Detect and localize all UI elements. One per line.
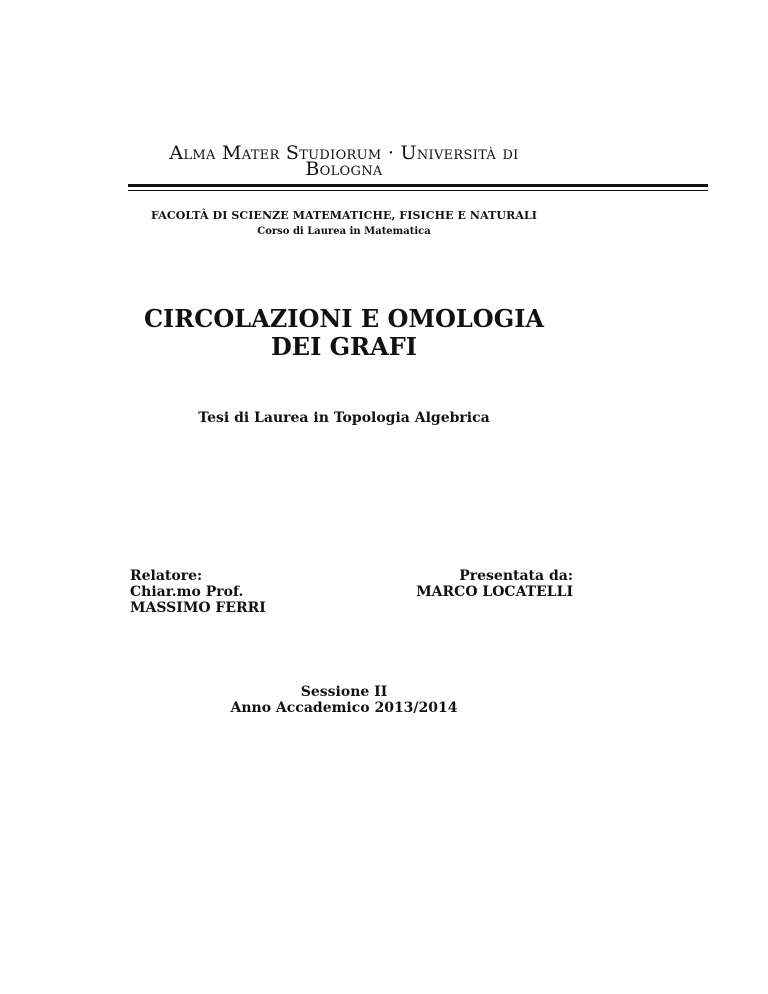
- university-line-2: Bologna: [305, 158, 383, 180]
- thesis-title-line-2: DEI GRAFI: [270, 332, 417, 361]
- header-rule-thin: [128, 190, 708, 191]
- author-block: [416, 568, 573, 600]
- university-name: [0, 142, 688, 180]
- academic-year: Anno Accademico 2013/2014: [230, 700, 458, 716]
- university-line-1: Alma Mater Studiorum · Università di: [169, 142, 519, 164]
- author-label: Presentata da:: [459, 568, 573, 584]
- course-name: Corso di Laurea in Matematica: [257, 226, 431, 237]
- author-name: MARCO LOCATELLI: [416, 584, 573, 600]
- thesis-type: Tesi di Laurea in Topologia Algebrica: [198, 410, 490, 426]
- advisor-honorific: Chiar.mo Prof.: [130, 584, 244, 600]
- thesis-title: [0, 305, 688, 361]
- faculty-name: FACOLTÀ DI SCIENZE MATEMATICHE, FISICHE E NATURALI: [150, 209, 538, 222]
- advisor-name: MASSIMO FERRI: [130, 600, 266, 616]
- header-rule-thick: [128, 184, 708, 187]
- advisor-label: Relatore:: [130, 568, 203, 584]
- advisor-block: [130, 568, 266, 616]
- thesis-title-line-1: CIRCOLAZIONI E OMOLOGIA: [143, 304, 545, 333]
- session-line-1: Sessione II: [300, 684, 388, 700]
- session-block: [0, 684, 688, 716]
